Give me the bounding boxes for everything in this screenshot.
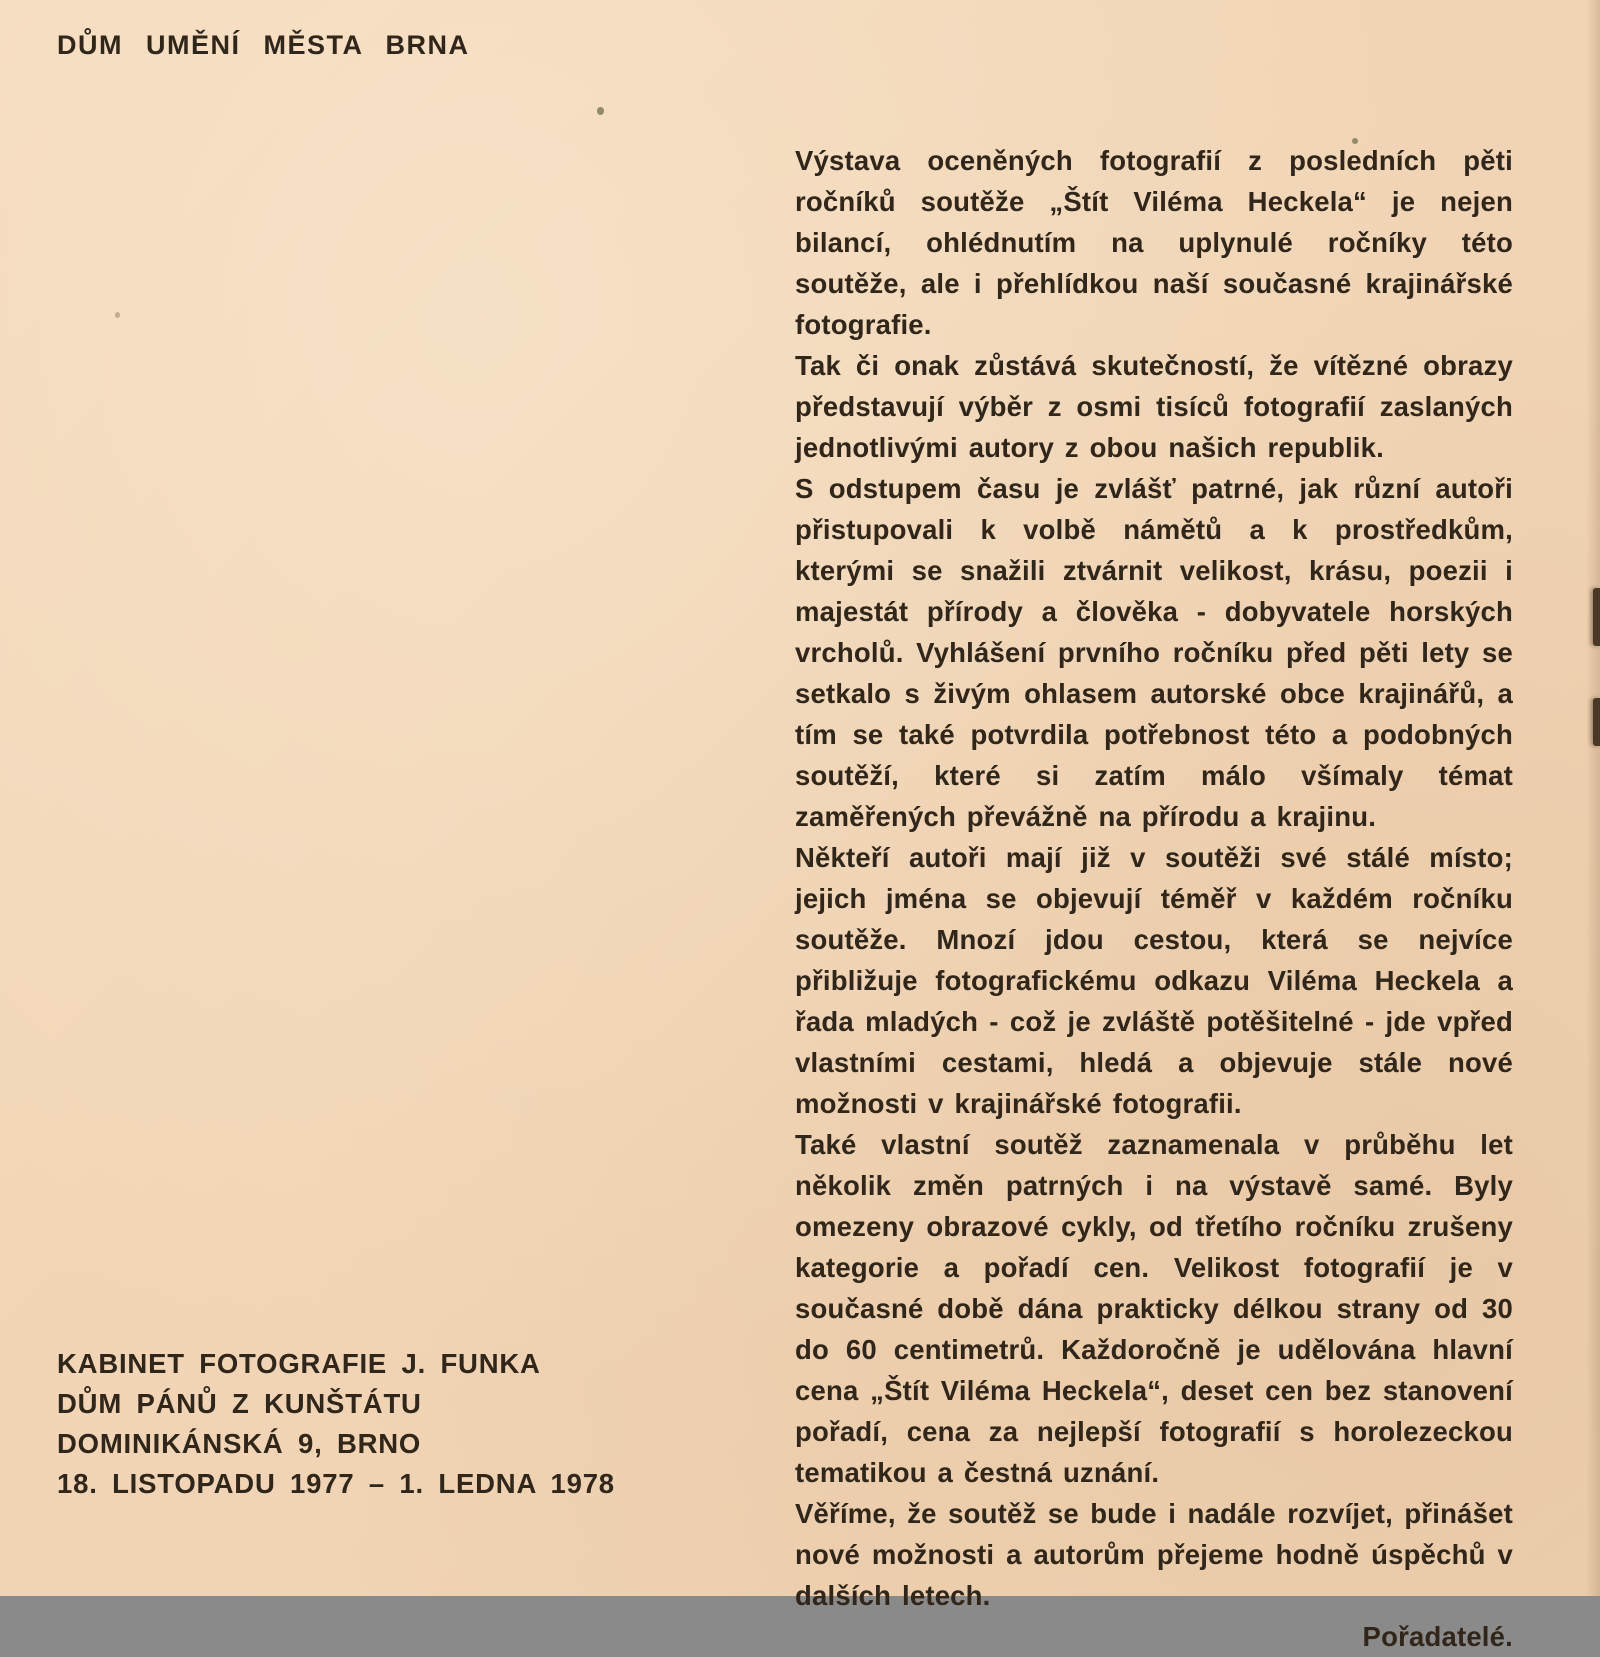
paragraph-5: Také vlastní soutěž zaznamenala v průběhu let několik změn patrných i na výstavě samé. Byly omezeny obrazové cykly, od třetího ročníku zrušeny kategorie a pořadí cen. Velikost fotografií je v současné době dána prakticky délkou strany od 30 do 60 centimetrů. Každoročně je udělována hlavní cena „Štít Viléma Heckela“, deset cen bez stanovení pořadí, cena za nejlepší fotografií s horolezeckou tematikou a čestná uznání. <box>795 1129 1513 1488</box>
paragraph-4: Někteří autoři mají již v soutěži své stálé místo; jejich jména se objevují téměř v každém ročníku soutěže. Mnozí jdou cestou, která se nejvíce přibližuje fotografickému odkazu Viléma Heckela a řada mladých - což je zvláště potěšitelné - jde vpřed vlastními cestami, hledá a objevuje stále nové možnosti v krajinářské fotografii. <box>795 842 1513 1119</box>
paragraph-3: S odstupem času je zvlášť patrné, jak různí autoři přistupovali k volbě námětů a k prostředkům, kterými se snažili ztvárnit velikost, krásu, poezii i majestát přírody a člověka - dobyvatele horských vrcholů. Vyhlášení prvního ročníku před pěti lety se setkalo s živým ohlasem autorské obce krajinářů, a tím se také potvrdila potřebnost této a podobných soutěží, které si zatím málo všímaly témat zaměřených převážně na přírodu a krajinu. <box>795 473 1513 832</box>
venue-line-address: DOMINIKÁNSKÁ 9, BRNO <box>57 1428 422 1459</box>
paper-speck <box>597 107 604 115</box>
paper-speck <box>1352 138 1358 144</box>
signature: Pořadatelé. <box>1362 1621 1513 1652</box>
venue-line-gallery: KABINET FOTOGRAFIE J. FUNKA <box>57 1348 541 1379</box>
paper-speck <box>115 312 120 318</box>
institution-title: DŮM UMĚNÍ MĚSTA BRNA <box>57 30 470 60</box>
paragraph-1: Výstava oceněných fotografií z posledních pěti ročníků soutěže „Štít Viléma Heckela“ je nejen bilancí, ohlédnutím na uplynulé ročníky této soutěže, ale i přehlídkou naší současné krajinářské fotografie. <box>795 145 1513 340</box>
binding-mark <box>1593 698 1600 746</box>
venue-block <box>57 1344 615 1504</box>
body-text-column <box>795 140 1513 1657</box>
paragraph-6: Věříme, že soutěž se bude i nadále rozvíjet, přinášet nové možnosti a autorům přejeme hodně úspěchů v dalších letech. <box>795 1498 1513 1611</box>
paragraph-2: Tak či onak zůstává skutečností, že vítězné obrazy představují výběr z osmi tisíců fotografií zaslaných jednotlivými autory z obou našich republik. <box>795 350 1513 463</box>
binding-mark <box>1593 588 1600 646</box>
venue-line-dates: 18. LISTOPADU 1977 – 1. LEDNA 1978 <box>57 1468 615 1499</box>
page-edge-shade <box>1586 0 1600 1596</box>
venue-line-building: DŮM PÁNŮ Z KUNŠTÁTU <box>57 1388 422 1419</box>
